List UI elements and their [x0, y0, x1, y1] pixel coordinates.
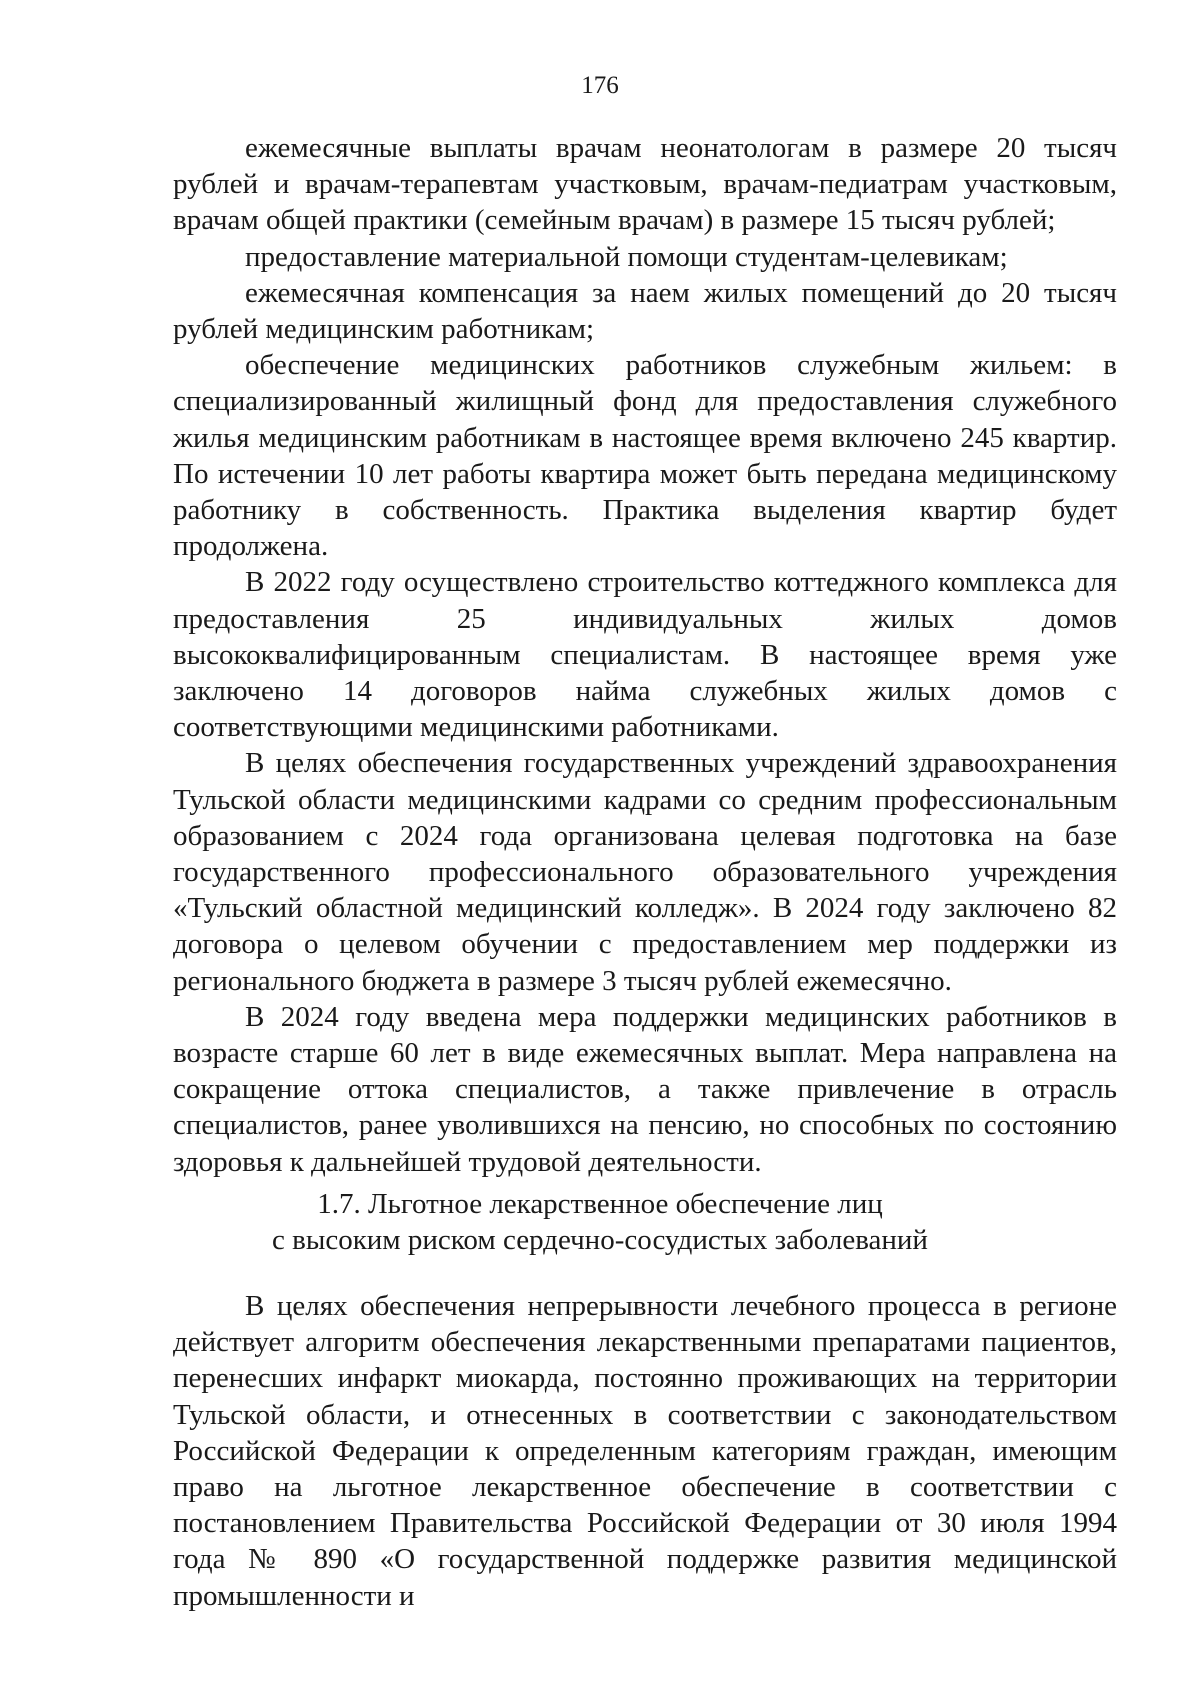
paragraph-service-housing: обеспечение медицинских работников служебным жильем: в специализированный жилищный фонд для предоставления служебного жилья медицинским работникам в настоящее время включено 245 квартир. По истечении 10 лет работы квартира может быть передана медицинскому работнику в собственность. Практика выделения квартир будет продолжена.	[173, 349, 1117, 563]
paragraph-targeted-training: В целях обеспечения государственных учреждений здравоохранения Тульской области медицинскими кадрами со средним профессиональным образованием с 2024 года организована целевая подготовка на базе государственного профессионального образовательного учреждения «Тульский областной медицинский колледж». В 2024 году заключено 82 договора о целевом обучении с предоставлением мер поддержки из регионального бюджета в размере 3 тысяч рублей ежемесячно.	[173, 747, 1117, 997]
paragraph-drug-provision: В целях обеспечения непрерывности лечебного процесса в регионе действует алгоритм обеспечения лекарственными препаратами пациентов, перенесших инфаркт миокарда, постоянно проживающих на территории Тульской области, и отнесенных в соответствии с законодательством Российской Федерации к определенным категориям граждан, имеющим право на льготное лекарственное обеспечение в соответствии с постановлением Правительства Российской Федерации от 30 июля 1994 года № 890 «О государственной поддержке развития медицинской промышленности и	[173, 1290, 1117, 1612]
section-heading-line-2: с высоким риском сердечно-сосудистых заболеваний	[272, 1224, 928, 1257]
body-text-top	[173, 130, 1117, 1180]
paragraph-physician-payments: ежемесячные выплаты врачам неонатологам в размере 20 тысяч рублей и врачам-терапевтам участковым, врачам-педиатрам участковым, врачам общей практики (семейным врачам) в размере 15 тысяч рублей;	[173, 132, 1117, 237]
paragraph-housing-compensation: ежемесячная компенсация за наем жилых помещений до 20 тысяч рублей медицинским работникам;	[173, 276, 1117, 346]
paragraph-senior-workers-support: В 2024 году введена мера поддержки медицинских работников в возрасте старше 60 лет в виде ежемесячных выплат. Мера направлена на сокращение оттока специалистов, а также привлечение в отрасль специалистов, ранее уволившихся на пенсию, но способных по состоянию здоровья к дальнейшей трудовой деятельности.	[173, 1000, 1117, 1178]
section-heading	[0, 1186, 1200, 1258]
page-number: 176	[581, 72, 619, 99]
section-heading-line-1: 1.7. Льготное лекарственное обеспечение лиц	[317, 1188, 883, 1220]
paragraph-student-aid: предоставление материальной помощи студентам-целевикам;	[245, 240, 1008, 273]
body-text-bottom	[173, 1288, 1117, 1614]
paragraph-cottage-complex: В 2022 году осуществлено строительство коттеджного комплекса для предоставления 25 индивидуальных жилых домов высококвалифицированным специалистам. В настоящее время уже заключено 14 договоров найма служебных жилых домов с соответствующими медицинскими работниками.	[173, 566, 1117, 744]
